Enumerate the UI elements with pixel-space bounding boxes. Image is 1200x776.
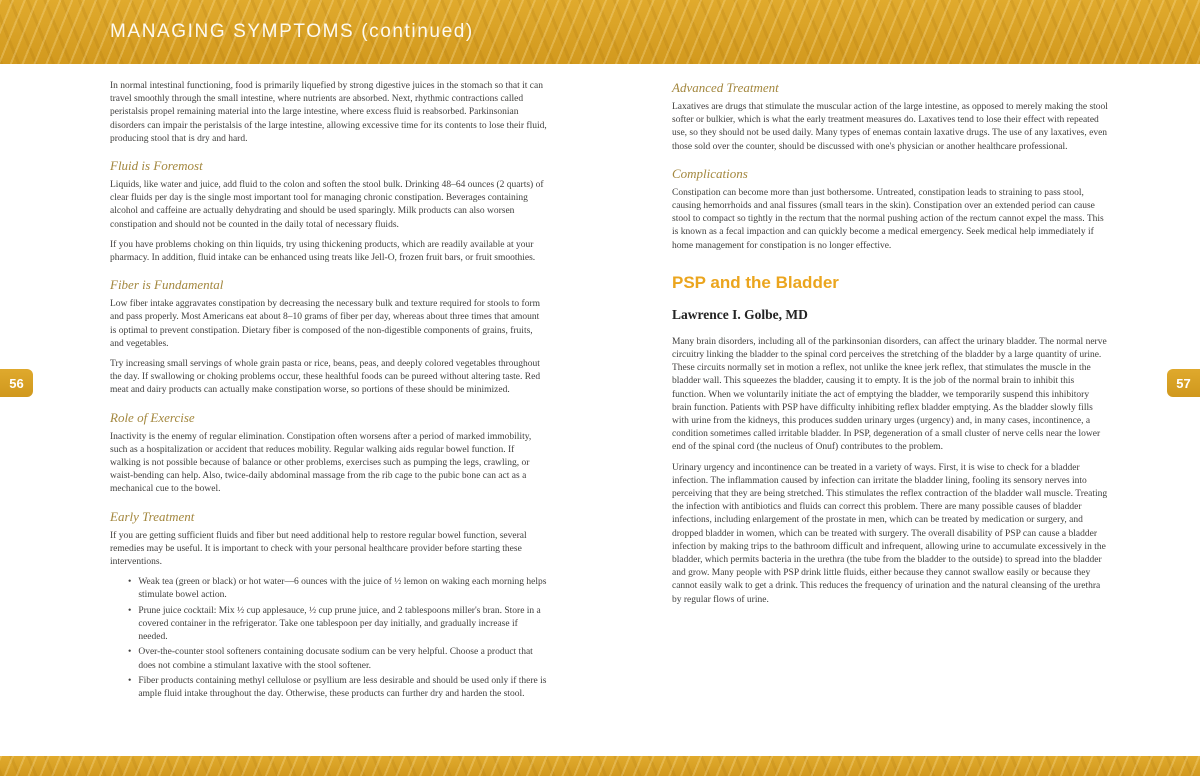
bottom-gold-band [0,756,1200,776]
left-column [110,80,547,703]
list-item [128,646,547,672]
section-heading-advanced-treatment: Advanced Treatment [672,80,779,95]
section-heading-exercise: Role of Exercise [110,409,195,425]
bullet-icon: • [128,577,132,588]
right-column [672,80,1108,614]
paragraph: Laxatives are drugs that stimulate the muscular action of the large intestine, as opposed to merely making the stool softer or bulkier, which is what the early treatment measures do. Laxatives tend to lose their effect with repeated use, so they should not be used daily. Many types of enemas contain laxative drugs. The use of any laxatives, even those sold over the counter, should be discussed with one's physician or another healthcare professional. [672,102,1108,152]
section-heading-early-treatment: Early Treatment [110,508,195,524]
page-title: MANAGING SYMPTOMS (continued) [110,21,474,42]
paragraph: Inactivity is the enemy of regular elimination. Constipation often worsens after a period of marked immobility, such as a hospitalization or accident that reduces mobility. Regular walking aids regular bowel function. If walking is not possible because of balance or other problems, exercises such as pumping the legs, crawling, or waist-bending can help. Also, twice-daily abdominal massage from the rib cage to the pubic bone can act as a mechanical cue to the bowel. [110,431,532,495]
page-number-left-tab [0,369,33,397]
bullet-list [110,576,547,701]
section-heading-fiber: Fiber is Fundamental [110,277,224,293]
list-item [128,576,547,602]
article-title: PSP and the Bladder [672,272,839,292]
section-heading-complications: Complications [672,165,748,181]
article-author: Lawrence I. Golbe, MD [672,306,808,322]
top-gold-band [0,0,1200,64]
paragraph: Liquids, like water and juice, add fluid to the colon and soften the stool bulk. Drinking 48–64 ounces (2 quarts) of clear fluids per day is the single most important tool for managing chronic constipation. Beverages containing alcohol and caffeine are actually dehydrating and should be used sparingly. Milk products can also worsen constipation and should not be counted in the daily total of necessary fluids. [110,180,544,230]
paragraph-intro: In normal intestinal functioning, food is primarily liquefied by strong digestive juices in the stomach so that it can travel smoothly through the small intestine, where nutrients are absorbed. Next, rhythmic contractions called peristalsis propel remaining material into the large intestine, where excess fluid is reabsorbed. Parkinsonian disorders can impair the peristalsis of the large intestine, allowing excessive time for its contents to lose their fluid, producing stool that is dry and hard. [110,81,547,144]
section-heading-fluid: Fluid is Foremost [110,158,203,174]
paragraph: Urinary urgency and incontinence can be treated in a variety of ways. First, it is wise to check for a bladder infection. The inflammation caused by infection can irritate the bladder lining, fooling its sensory nerves into perceiving that they are being stretched. This stimulates the reflex contraction of the bladder wall muscle. Treating the infection with antibiotics and fluids can correct this problem. There are many possible causes of bladder infections, including enlargement of the prostate in men, which can be treated by medication or surgery, and dropped bladder in women, which can be treated with surgery. The overall disability of PSP can cause a bladder infection by making trips to the bathroom difficult and infrequent, allowing urine to accumulate excessively in the bladder, which permits bacteria in the urethra (the tube from the bladder to the outside) to spread into the bladder and grow. Many people with PSP drink little fluids, either because they cannot swallow easily or because they cannot easily walk to get a drink. This reduces the frequency of urination and the natural cleansing of the urethra by regular flows of urine. [672,462,1108,605]
bullet-icon: • [128,675,132,686]
paragraph: Constipation can become more than just bothersome. Untreated, constipation leads to straining to pass stool, causing hemorrhoids and anal fissures (small tears in the skin). Constipation over an extended period can cause stool to compact so tightly in the rectum that the normal pushing action of the rectum cannot expel the mass. This is known as a fecal impaction and can quickly become a medical emergency. Seek medical help immediately if home management for constipation is no longer effective. [672,187,1104,251]
paragraph: Try increasing small servings of whole grain pasta or rice, beans, peas, and deeply colored vegetables throughout the day. If swallowing or choking problems occur, these healthful foods can be pureed without altering taste. Red meat and dairy products can actually make constipation worse, so portions of these should be minimized. [110,359,541,396]
list-item-text: Over-the-counter stool softeners containing docusate sodium can be very helpful. Choose a product that does not combine a stimulant laxative with the stool softener. [138,647,533,671]
list-item-text: Prune juice cocktail: Mix ½ cup applesauce, ½ cup prune juice, and 2 tablespoons miller's bran. Store in a covered container in the refrigerator. Take one tablespoon per day initially, and gradually increase if needed. [138,605,541,643]
paragraph: If you are getting sufficient fluids and fiber but need additional help to restore regular bowel function, several remedies may be useful. It is important to check with your personal healthcare provider before starting these interventions. [110,530,527,568]
bullet-icon: • [128,605,132,616]
bullet-icon: • [128,647,132,658]
paragraph: Low fiber intake aggravates constipation by decreasing the necessary bulk and texture required for stools to form and pass properly. Most Americans eat about 8–10 grams of fiber per day, whereas about three times that amount is optimal to prevent constipation. Dietary fiber is composed of the non-digestible components of grains, fruits, and vegetables. [110,299,540,349]
paragraph: If you have problems choking on thin liquids, try using thickening products, which are readily available at your pharmacy. In addition, fluid intake can be enhanced using treats like Jell-O, frozen fruit bars, or fruit smoothies. [110,239,536,264]
page-number-right: 57 [1176,375,1191,391]
paragraph: Many brain disorders, including all of the parkinsonian disorders, can affect the urinary bladder. The normal nerve circuitry linking the bladder to the spinal cord perceives the stretching of the bladder by a large quantity of urine. These circuits normally set in motion a reflex, not unlike the knee jerk reflex, that stimulates the muscle in the bladder wall. This squeezes the bladder, causing it to empty. It is the job of the normal brain to inhibit this function. When we voluntarily initiate the act of emptying the bladder, we temporarily suspend this inhibitory brain function. Patients with PSP have difficulty inhibiting reflex bladder emptying. As the bladder slowly fills with urine from the kidneys, this produces sudden urinary urges (urgency) and, in many cases, incontinence, a condition sometimes called irritable bladder. In PSP, degeneration of a small cluster of nerve cells near the lower end of the spinal cord (the nucleus of Onuf) contributes to the problem. [672,336,1107,453]
page-number-left: 56 [9,375,24,391]
list-item-text: Weak tea (green or black) or hot water—6 ounces with the juice of ½ lemon on waking each morning helps stimulate bowel action. [138,577,547,601]
list-item-text: Fiber products containing methyl cellulose or psyllium are less desirable and should be used only if there is ample fluid intake throughout the day. Otherwise, these products can further dry and harden the stool. [138,675,547,699]
page-number-right-tab [1167,369,1200,397]
list-item [128,675,547,701]
list-item [128,605,547,645]
